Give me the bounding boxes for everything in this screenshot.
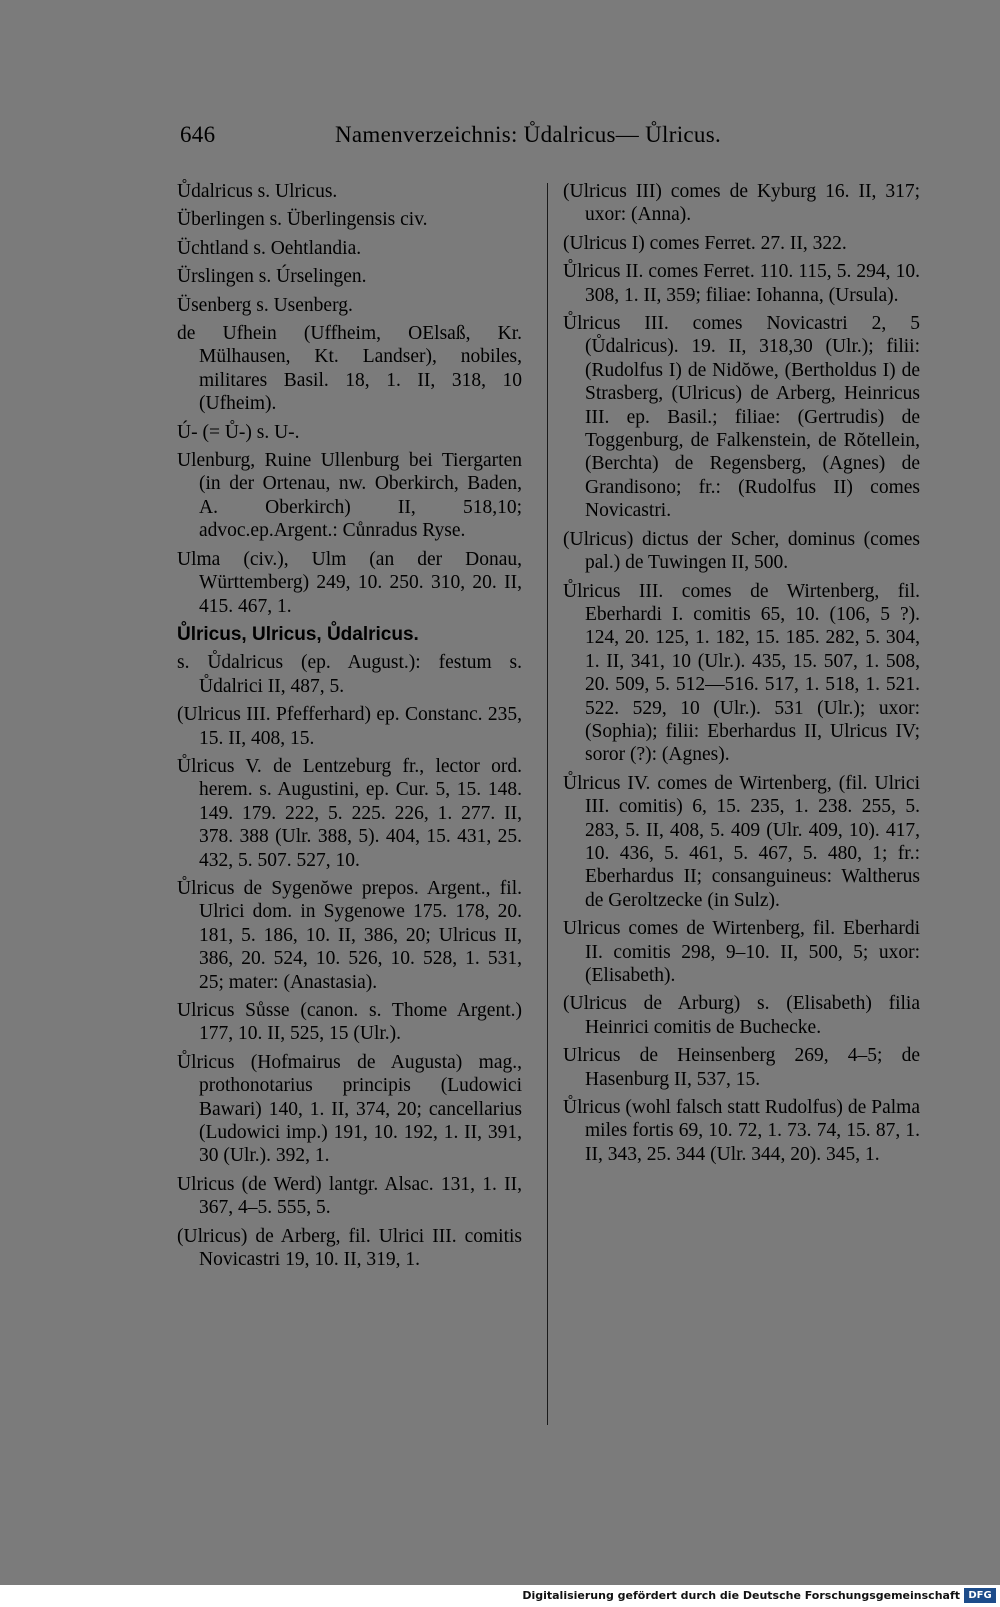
index-entry: (Ulricus) dictus der Scher, dominus (comes pal.) de Tuwingen II, 500. (563, 528, 920, 574)
index-entry: Ulricus de Heinsenberg 269, 4–5; de Hasenburg II, 537, 15. (563, 1045, 920, 1090)
section-heading: Ůlricus, Ulricus, Ůdalricus. (177, 623, 419, 645)
funding-notice: Digitalisierung gefördert durch die Deutsche Forschungsgemeinschaft (522, 1589, 960, 1602)
index-entry: Üchtland s. Oehtlandia. (177, 237, 362, 259)
index-entry: Üsenberg s. Usenberg. (177, 294, 353, 316)
index-entry: Ůlricus (wohl falsch statt Rudolfus) de Palma miles fortis 69, 10. 72, 1. 73. 74, 15. 87, 1. II, 343, 25. 344 (Ulr. 344, 20). 345, 1. (563, 1097, 920, 1165)
index-entry: Ůdalricus s. Ulricus. (177, 181, 338, 202)
index-entry: de Ufhein (Uffheim, OElsaß, Kr. Mülhausen, Kt. Landser), nobiles, militares Basil. 18, 1. II, 318, 10 (Ufheim). (177, 323, 522, 415)
index-entry: Ulenburg, Ruine Ullenburg bei Tiergarten (in der Ortenau, nw. Oberkirch, Baden, A. Oberkirch) II, 518,10; advoc.ep.Argent.: Cůnradus Ryse. (177, 450, 522, 542)
index-entry: Ú- (= Ů-) s. U-. (177, 421, 300, 443)
index-entry: Ůlricus II. comes Ferret. 110. 115, 5. 294, 10. 308, 1. II, 359; filiae: Iohanna, (Ursula). (563, 261, 920, 306)
index-entry: Ůlricus de Sygenŏwe prepos. Argent., fil. Ulrici dom. in Sygenowe 175. 178, 20. 181, 5. 186, 10. II, 386, 20; Ulricus II, 386, 20. 524, 10. 526, 10. 528, 1. 531, 25; mater: (Anastasia). (177, 877, 522, 993)
index-entry: (Ulricus III. Pfefferhard) ep. Constanc. 235, 15. II, 408, 15. (177, 704, 522, 749)
index-entry: Ulricus (de Werd) lantgr. Alsac. 131, 1. II, 367, 4–5. 555, 5. (177, 1173, 522, 1219)
index-entry: Ůlricus IV. comes de Wirtenberg, (fil. Ulrici III. comitis) 6, 15. 235, 1. 238. 255, 5. 283, 5. II, 408, 5. 409 (Ulr. 409, 10). 417, 10. 436, 5. 461, 5. 467, 5. 480, 1; fr.: Eberhardus II; consanguineus: Waltherus de Geroltzecke (in Sulz). (563, 772, 920, 911)
index-entry: Ulricus Sůsse (canon. s. Thome Argent.) 177, 10. II, 525, 15 (Ulr.). (177, 1000, 522, 1045)
page-header (180, 122, 770, 154)
index-entry: Ůlricus (Hofmairus de Augusta) mag., prothonotarius principis (Ludowici Bawari) 140, 1. II, 374, 20; cancellarius (Ludowici imp.) 191, 10. 192, 1. II, 391, 30 (Ulr.). 392, 1. (177, 1051, 522, 1167)
index-entry: Ulricus comes de Wirtenberg, fil. Eberhardi II. comitis 298, 9–10. II, 500, 5; uxor: (Elisabeth). (563, 918, 920, 986)
right-column (563, 180, 920, 1171)
column-divider (547, 183, 548, 1425)
index-entry: Überlingen s. Überlingensis civ. (177, 209, 428, 231)
index-entry: s. Ůdalricus (ep. August.): festum s. Ůdalrici II, 487, 5. (177, 652, 522, 697)
dfg-logo: DFG (964, 1588, 996, 1603)
index-entry: Ürslingen s. Úrselingen. (177, 266, 367, 288)
index-entry: Ulma (civ.), Ulm (an der Donau, Württemberg) 249, 10. 250. 310, 20. II, 415. 467, 1. (177, 548, 522, 617)
index-entry: Ůlricus III. comes de Wirtenberg, fil. Eberhardi I. comitis 65, 10. (106, 5 ?). 124, 20. 125, 1. 182, 15. 185. 282, 5. 304, 1. II, 341, 10 (Ulr.). 435, 15. 507, 1. 508, 20. 509, 5. 512—516. 517, 1. 518, 1. 521. 522. 529, 10 (Ulr.). 531 (Ulr.); uxor: (Sophia); filii: Eberhardus II, Ulricus IV; soror (?): (Agnes). (563, 580, 920, 766)
index-entry: (Ulricus) de Arberg, fil. Ulrici III. comitis Novicastri 19, 10. II, 319, 1. (177, 1225, 522, 1271)
index-entry: (Ulricus III) comes de Kyburg 16. II, 317; uxor: (Anna). (563, 181, 920, 226)
index-entry: Ůlricus III. comes Novicastri 2, 5 (Ůdalricus). 19. II, 318,30 (Ulr.); filii: (Rudolfus I) de Nidŏwe, (Bertholdus I) de Strasberg, (Ulricus) de Arberg, Heinricus III. ep. Basil.; filiae: (Gertrudis) de Toggenburg, de Falkenstein, de Rŏtellein, (Berchta) de Regensberg, (Agnes) de Grandisono; fr.: (Rudolfus II) comes Novicastri. (563, 313, 920, 522)
running-title: Namenverzeichnis: Ůdalricus— Ůlricus. (335, 122, 722, 147)
page-number: 646 (180, 122, 216, 147)
left-column (177, 180, 522, 1276)
footer-bar (0, 1585, 1000, 1607)
index-entry: (Ulricus de Arburg) s. (Elisabeth) filia Heinrici comitis de Buchecke. (563, 993, 920, 1038)
index-entry: Ůlricus V. de Lentzeburg fr., lector ord. herem. s. Augustini, ep. Cur. 5, 15. 148. 149. 179. 222, 5. 225. 226, 1. 277. II, 378. 388 (Ulr. 388, 5). 404, 15. 431, 25. 432, 5. 507. 527, 10. (177, 755, 522, 871)
index-entry: (Ulricus I) comes Ferret. 27. II, 322. (563, 232, 847, 254)
